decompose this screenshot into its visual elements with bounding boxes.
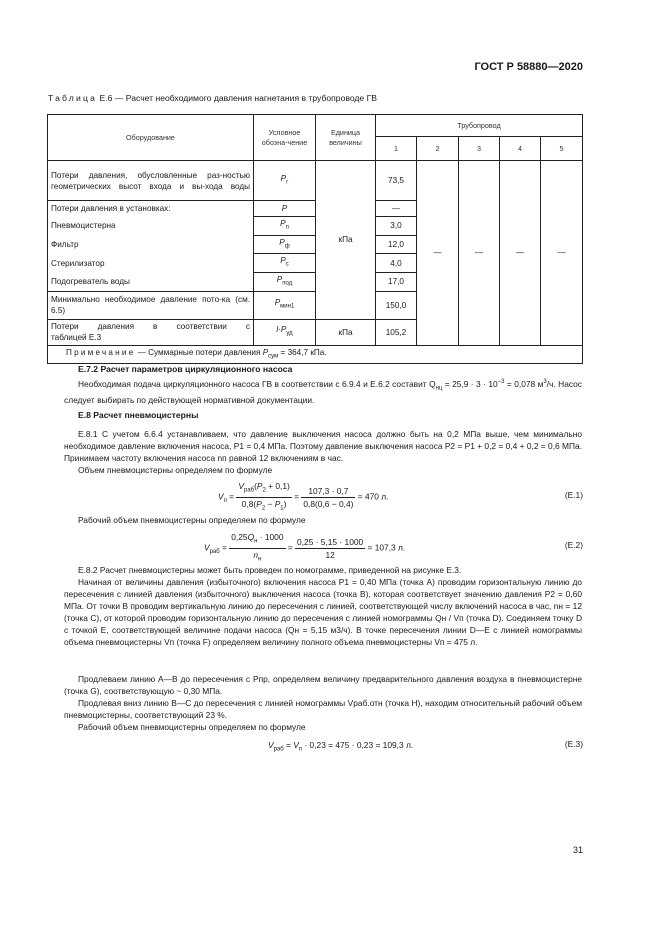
- row-loss-unit: кПа: [316, 319, 376, 345]
- row-inst-symbol: P: [254, 201, 316, 217]
- row-steril-symbol: $P_с$: [254, 254, 316, 273]
- header-equipment: Оборудование: [48, 115, 254, 161]
- header-pipe-3: 3: [459, 137, 500, 161]
- row-min-label: Минимально необходимое давление пото-ка (см. 6.5): [48, 291, 254, 319]
- para-working-volume: Рабочий объем пневмоцистерны определяем по формуле: [78, 515, 306, 525]
- row-pn-label: Пневмоцистерна: [48, 217, 254, 236]
- row-heat-label: Подогреватель воды: [48, 272, 254, 291]
- header-symbol: Условное обозна-чение: [254, 115, 316, 161]
- row-heat-value: 17,0: [376, 272, 417, 291]
- page-number: 31: [572, 845, 583, 855]
- row-inst-label: Потери давления в установках:: [48, 201, 254, 217]
- row-min-value: 150,0: [376, 291, 417, 319]
- para-extend-ab: Продлеваем линию A—B до пересечения с Pпр, определяем величину предварительного давления воздуха в пневмоцистерне (точка G), соответствующую ~ 0,30 МПа.: [64, 674, 582, 696]
- pipe-3-dash: —: [459, 161, 500, 346]
- pipe-2-dash: —: [417, 161, 459, 346]
- row-geo-value: 73,5: [376, 161, 417, 201]
- row-pn-symbol: $P_п$: [254, 217, 316, 236]
- row-loss-symbol: $l\cdot P_{уд}$: [254, 319, 316, 345]
- row-loss-value: 105,2: [376, 319, 417, 345]
- row-steril-label: Стерилизатор: [48, 254, 254, 273]
- section-e72-text: Необходимая подача циркуляционного насоса ГВ в соответствии с 6.9.4 и Е.6.2 составит $Q_{нц} = 25,9 \cdot 3 \cdot 10^{-3} = 0,078$ $м^3/ч$. Насос следует выбирать по действующей нормативной документации.: [64, 378, 582, 406]
- row-geo-label: Потери давления, обусловленные раз-ностью геометрических высот входа и вы-хода воды: [48, 161, 254, 201]
- row-geo-symbol: $P_г$: [254, 161, 316, 201]
- equation-e3: $V_{раб} = V_п \cdot 0,23 = 475 \cdot 0,23 = 109,3$ л.: [268, 740, 414, 753]
- row-min-symbol: $P_{мин1}$: [254, 291, 316, 319]
- equation-e1-number: (Е.1): [564, 490, 583, 500]
- equation-e1: $V_п$ = $\frac{V_{раб}(P_2 + 0,1)}{0,8(P_2 - P_1)}$ = $\frac{107,3 \cdot 0,7}{0,8(0,6 - 0,4)}$ = 470 л.: [218, 481, 389, 512]
- header-unit: Единица величины: [316, 115, 376, 161]
- gost-number: ГОСТ Р 58880—2020: [474, 61, 583, 73]
- equation-e3-number: (Е.3): [564, 739, 583, 749]
- row-inst-value: —: [376, 201, 417, 217]
- section-e8-title: Е.8 Расчет пневмоцистерны: [78, 410, 199, 420]
- row-steril-value: 4,0: [376, 254, 417, 273]
- para-nomogram: Начиная от величины давления (избыточного) включения насоса P1 = 0,40 МПа (точка A) проводим горизонтальную линию до пересечения с линией давления (избыточного) выключения насоса (точка B), которая соответствует значению давления P2 = 0,60 МПа. От точки B проводим вертикальную линию до пересечения с линией, соответствующей числу включений насоса в час, nн = 12 (точка C), от которой проводим горизонтальную линию до пересечения с линией номограммы Qн / Vп (точка D). Соединяем точку D с точкой E, соответствующей величине подачи насоса (Qн = 5,15 м3/ч). В точке пересечения линии D—E с линией номограммы объема пневмоцистерны Vп (точка F) определяем величину полного объема пневмоцистерны Vп = 475 л.: [64, 577, 582, 647]
- header-pipe-5: 5: [541, 137, 583, 161]
- section-e72-title: Е.7.2 Расчет параметров циркуляционного насоса: [78, 364, 293, 374]
- row-filter-symbol: $P_ф$: [254, 235, 316, 254]
- equation-e2-number: (Е.2): [564, 540, 583, 550]
- table-caption: Таблица Е.6 — Расчет необходимого давления нагнетания в трубопроводе ГВ: [48, 93, 377, 103]
- row-filter-value: 12,0: [376, 235, 417, 254]
- equation-e2: $V_{раб}$ = $\frac{0,25Q_н \cdot 1000}{n_н}$ = $\frac{0,25 \cdot 5,15 \cdot 1000}{12}$ = 107,3 л.: [204, 532, 406, 563]
- para-volume-formula: Объем пневмоцистерны определяем по формуле: [78, 465, 273, 475]
- unit-kpa: кПа: [316, 161, 376, 320]
- header-pipe-4: 4: [500, 137, 541, 161]
- row-pn-value: 3,0: [376, 217, 417, 236]
- row-heat-symbol: $P_{под}$: [254, 272, 316, 291]
- pipe-4-dash: —: [500, 161, 541, 346]
- header-pipeline: Трубопровод: [376, 115, 583, 137]
- header-pipe-1: 1: [376, 137, 417, 161]
- para-working-volume-2: Рабочий объем пневмоцистерны определяем по формуле: [78, 722, 306, 732]
- pipe-5-dash: —: [541, 161, 583, 346]
- header-pipe-2: 2: [417, 137, 459, 161]
- row-loss-label: Потери давления в соответствии с таблицей Е.3: [48, 319, 254, 345]
- row-filter-label: Фильтр: [48, 235, 254, 254]
- para-e81: Е.8.1 С учетом 6.6.4 устанавливаем, что давление выключения насоса должно быть на 0,2 МПа выше, чем минимально необходимое давление включения насоса, P1 = 0,4 МПа. Поэтому давление выключения насоса P2 = P1 + 0,2 = 0,4 + 0,2 = 0,6 МПа. Принимаем частоту включения насоса nп равной 12 включениям в час.: [64, 429, 582, 463]
- table-note: Примечание — Суммарные потери давления $P_{сум} = 364,7$ кПа.: [48, 345, 583, 364]
- para-e82: Е.8.2 Расчет пневмоцистерны может быть проведен по номограмме, приведенной на рисунке Е.3.: [78, 565, 462, 575]
- pressure-table: [47, 114, 583, 364]
- para-extend-bc: Продлевая вниз линию B—C до пересечения с линией номограммы Vраб.отн (точка H), находим относительный рабочий объем пневмоцистерны, соответствующий 23 %.: [64, 698, 582, 720]
